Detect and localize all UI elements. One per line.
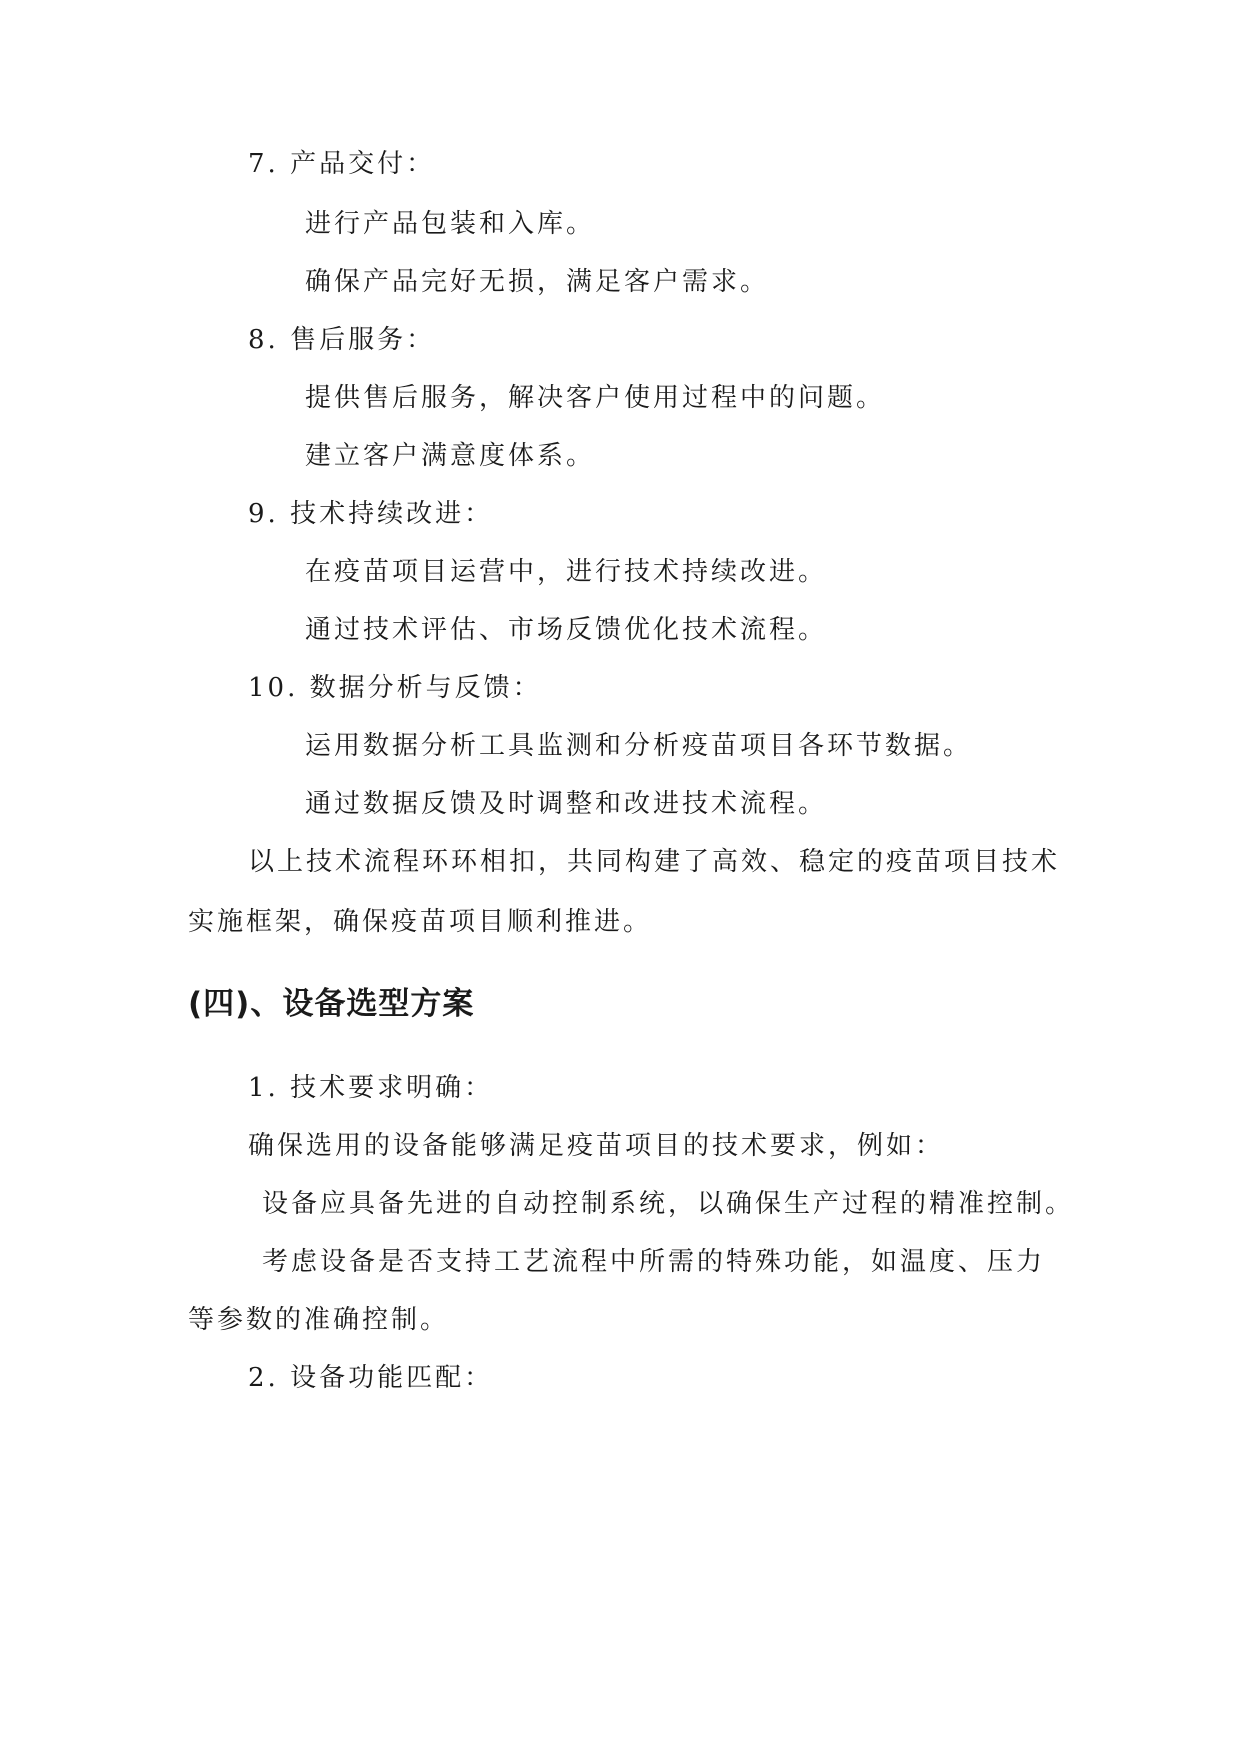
item-10-line-2: 通过数据反馈及时调整和改进技术流程。	[305, 789, 828, 819]
item-2-title: 2. 设备功能匹配：	[248, 1363, 494, 1393]
item-1-line-2b: 等参数的准确控制。	[188, 1305, 450, 1335]
item-1-title: 1. 技术要求明确：	[248, 1073, 494, 1103]
item-1-intro: 确保选用的设备能够满足疫苗项目的技术要求，例如：	[248, 1131, 945, 1161]
item-7-line-1: 进行产品包装和入库。	[305, 209, 596, 239]
item-9-title: 9. 技术持续改进：	[248, 499, 494, 529]
item-8-line-1: 提供售后服务，解决客户使用过程中的问题。	[305, 383, 886, 413]
item-9-line-1: 在疫苗项目运营中，进行技术持续改进。	[305, 557, 828, 587]
item-10-title: 10. 数据分析与反馈：	[248, 673, 542, 703]
item-8-line-2: 建立客户满意度体系。	[305, 441, 596, 471]
item-7-title: 7. 产品交付：	[248, 149, 436, 179]
item-7-line-2: 确保产品完好无损，满足客户需求。	[305, 267, 770, 297]
section-heading: (四)、设备选型方案	[188, 986, 475, 1022]
summary-line-1: 以上技术流程环环相扣，共同构建了高效、稳定的疫苗项目技术	[248, 847, 1061, 877]
item-8-title: 8. 售后服务：	[248, 325, 436, 355]
summary-line-2: 实施框架，确保疫苗项目顺利推进。	[188, 907, 653, 937]
item-10-line-1: 运用数据分析工具监测和分析疫苗项目各环节数据。	[305, 731, 973, 761]
item-1-line-2a: 考虑设备是否支持工艺流程中所需的特殊功能，如温度、压力	[262, 1247, 1046, 1277]
item-9-line-2: 通过技术评估、市场反馈优化技术流程。	[305, 615, 828, 645]
item-1-line-1: 设备应具备先进的自动控制系统，以确保生产过程的精准控制。	[262, 1189, 1075, 1219]
